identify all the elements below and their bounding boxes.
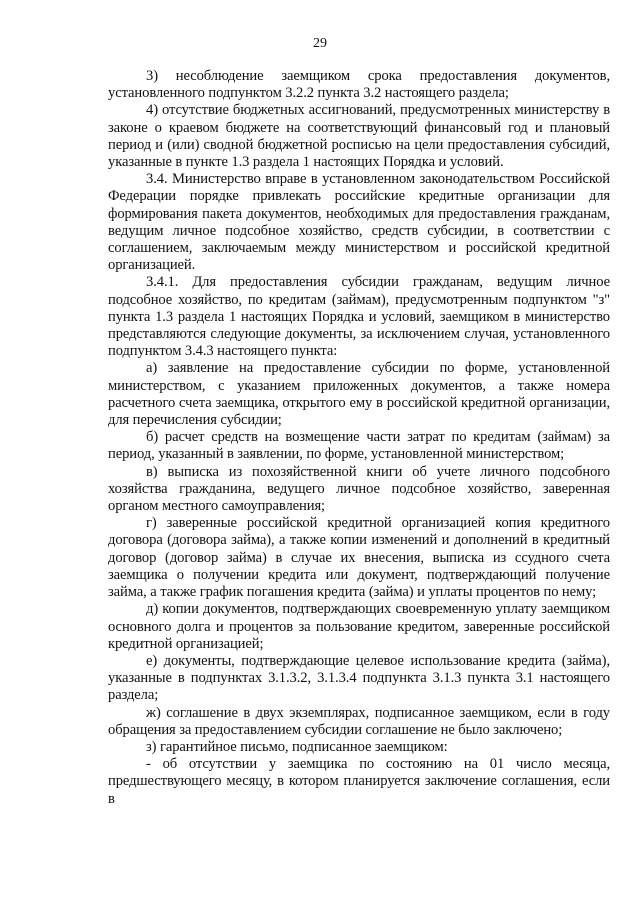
paragraph-item-d: д) копии документов, подтверждающих своевременную уплату заемщиком основного долга и процентов за пользование кредитом, заверенные российской кредитной организацией; [108, 601, 610, 652]
document-body [108, 68, 610, 808]
paragraph-item-z: з) гарантийное письмо, подписанное заемщиком: [146, 738, 448, 755]
paragraph-item-v: в) выписка из похозяйственной книги об учете личного подсобного хозяйства гражданина, ведущего личное подсобное хозяйство, заверенная органом местного самоуправления; [108, 463, 610, 515]
paragraph-4: 4) отсутствие бюджетных ассигнований, предусмотренных министерству в законе о краевом бюджете на соответствующий финансовый год и плановый период и (или) сводной бюджетной росписью на цели предоставления субсидий, указанные в пункте 1.3 раздела 1 настоящих Порядка и условий. [108, 102, 610, 171]
paragraph-item-a: а) заявление на предоставление субсидии по форме, установленной министерством, с указанием приложенных документов, а также номера расчетного счета заемщика, открытого ему в российской кредитной организации, для перечисления субсидии; [108, 360, 610, 429]
paragraph-item-g: г) заверенные российской кредитной организацией копия кредитного договора (договора займа), а также копии изменений и дополнений в кредитный договор (договор займа) в случае их внесения, выписка из ссудного счета заемщика о получении кредита или документ, подтверждающий получение займа, а также график погашения кредита (займа) и уплаты процентов по нему; [108, 515, 610, 601]
page-number: 29 [313, 36, 327, 51]
paragraph-item-zh: ж) соглашение в двух экземплярах, подписанное заемщиком, если в году обращения за предоставлением субсидии соглашение не было заключено; [108, 704, 610, 738]
paragraph-dash-item: - об отсутствии у заемщика по состоянию на 01 число месяца, предшествующего месяцу, в котором планируется заключение соглашения, если в [108, 756, 610, 807]
paragraph-3-4: 3.4. Министерство вправе в установленном законодательством Российской Федерации порядке привлекать российские кредитные организации для формирования пакета документов, необходимых для предоставления гражданам, ведущим личное подсобное хозяйство, средств субсидии, в соответствии с соглашением, заключаемым между министерством и российской кредитной организацией. [108, 171, 610, 274]
paragraph-item-b: б) расчет средств на возмещение части затрат по кредитам (займам) за период, указанный в заявлении, по форме, установленной министерством; [108, 429, 610, 463]
paragraph-item-e: е) документы, подтверждающие целевое использование кредита (займа), указанные в подпунктах 3.1.3.2, 3.1.3.4 подпункта 3.1.3 пункта 3.1 настоящего раздела; [108, 652, 610, 704]
paragraph-3-4-1: 3.4.1. Для предоставления субсидии гражданам, ведущим личное подсобное хозяйство, по кредитам (займам), предусмотренным подпунктом "з" пункта 1.3 раздела 1 настоящих Порядка и условий, заемщиком в министерство представляются следующие документы, за исключением случая, установленного подпунктом 3.4.3 настоящего пункта: [108, 274, 610, 360]
paragraph-3: 3) несоблюдение заемщиком срока предоставления документов, установленного подпунктом 3.2.2 пункта 3.2 настоящего раздела; [108, 68, 610, 102]
